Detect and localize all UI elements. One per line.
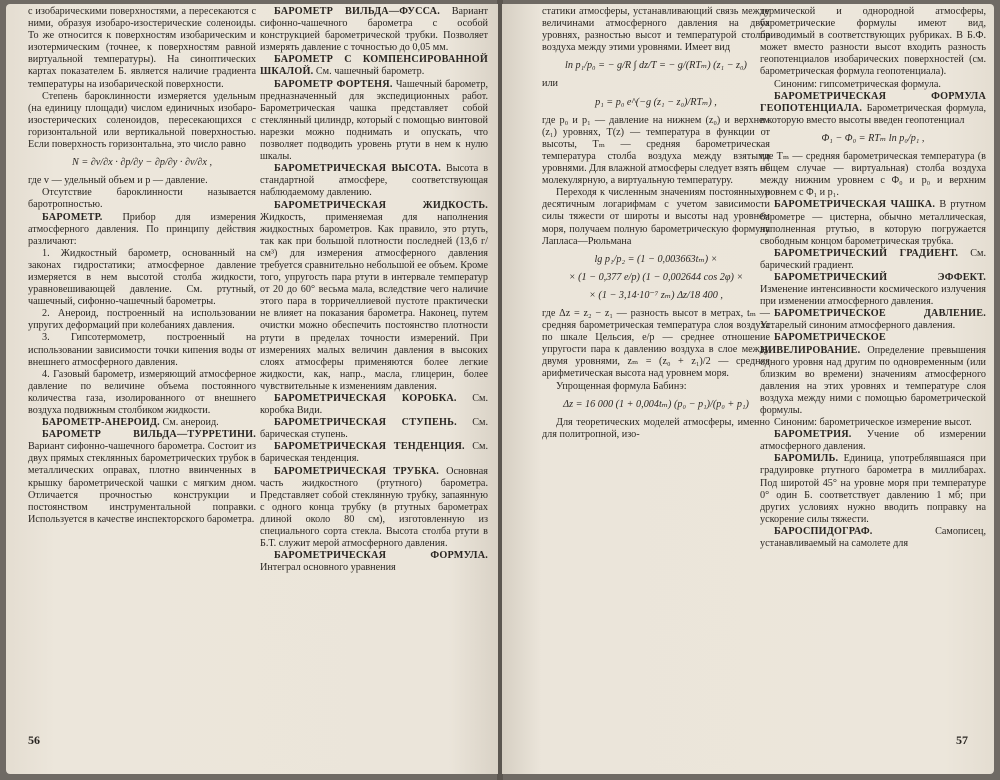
page-number-right: 57 [956, 733, 968, 747]
page-number-left: 56 [28, 733, 40, 747]
dictionary-entry [260, 441, 488, 465]
entry-text: 2. Анероид, построенный на использовании упругих деформаций при колебаниях давления. [28, 308, 256, 332]
dictionary-entry [260, 163, 488, 199]
dictionary-entry [260, 393, 488, 417]
entry-text: Вариант сифонно-чашечного барометра с особой конструкцией барометрической трубки. Позволяет измерять давление с точностью до 0,05 мм. [260, 6, 488, 54]
formula: lg p₁/p₂ = (1 − 0,003663tₘ) × [594, 253, 718, 265]
right-page [502, 4, 994, 774]
left-column-1 [28, 6, 256, 526]
entry-text: Барометрическая формула, в которую вместо высоты введен геопотенциал [760, 102, 986, 126]
entry-headword: БАРОМЕТРИЧЕСКАЯ ФОРМУЛА. [274, 550, 488, 562]
dictionary-entry [760, 332, 986, 417]
entry-text: Единица, употреблявшаяся при градуировке ртутного барометра в миллибарах. Под широтой 45° на уровне моря при температуре 0° один Б. соответствует давлению 1 мб; при других условиях нужно вводить поправку на ускорение силы тяжести. [760, 453, 986, 525]
entry-text: статики атмосферы, устанавливающий связь между величинами атмосферного давления на двух уровнях, разностью высот и температурой столба воздуха между этими уровнями. Имеет вид [542, 6, 770, 54]
dictionary-entry [760, 429, 986, 453]
dictionary-entry [260, 79, 488, 164]
entry-text: с изобарическими поверхностями, а пересекаются с ними, образуя изобаро-изостерические соленоиды. То же относится к поверхностям изобарическим и изотермическим (точнее, к поверхностям равной виртуальной температуры). На синоптических картах показателем Б. является наличие градиента температуры на изобарической поверхности. [28, 6, 256, 90]
entry-headword: БАРОМЕТР ВИЛЬДА—ФУССА. [274, 6, 440, 17]
entry-text: См. барическая тенденция. [260, 441, 488, 465]
entry-text: термической и однородной атмосферы, барометрические формулы имеют вид, приводимый в соответствующих рубриках. В Б.Ф. может вместо разности высот входить разность геопотенциалов изобарических поверхностей (см. барометрическая формула геопотенциала). [760, 6, 986, 78]
text-paragraph [760, 417, 986, 429]
entry-headword: БАРОМЕТРИЧЕСКАЯ ТЕНДЕНЦИЯ. [274, 441, 465, 453]
entry-headword: БАРОМЕТР-АНЕРОИД. [42, 417, 160, 429]
text-paragraph [28, 308, 256, 332]
text-paragraph [760, 6, 986, 79]
formula: Δz = 16 000 (1 + 0,004tₘ) (p₀ − p₁)/(p₀ + p₁) [563, 398, 749, 410]
entry-text: или [542, 78, 558, 90]
entry-headword: БАРОМЕТР. [42, 211, 103, 223]
dictionary-entry [760, 526, 986, 550]
entry-text: Самописец, устанавливаемый на самолете для [760, 525, 986, 550]
entry-text: Степень бароклинности измеряется удельным (на единицу площади) числом единичных изобаро-изостерических соленоидов, пересекающихся с горизонтальной или вертикальной поверхностью. Если поверхность горизонтальна, это число равно [28, 90, 256, 151]
entry-headword: БАРОСПИДОГРАФ. [774, 525, 873, 537]
entry-text: где Tₘ — средняя барометрическая температура (в общем случае — виртуальная) столба воздуха между нижним уровнем с Φ₀ и p₀ и верхним уровнем с Φ₁ и p₁. [760, 151, 986, 199]
dictionary-entry [260, 6, 488, 54]
entry-text: Высота в стандартной атмосфере, соответствующая наблюдаемому давлению. [260, 163, 489, 199]
entry-text: См. барическая ступень. [260, 417, 488, 441]
entry-text: См. коробка Види. [260, 393, 488, 417]
entry-text: где Δz = z₂ − z₁ — разность высот в метрах, tₘ — средняя барометрическая температура слоя воздуха по шкале Цельсия, e/p — среднее отношение упругости пара к давлению воздуха в слое между двумя уровнями, zₘ = (z₀ + z₁)/2 — средняя арифметическая высота над уровнем моря. [542, 307, 770, 380]
entry-text: См. барический градиент. [760, 247, 986, 271]
entry-headword: БАРОМЕТРИЧЕСКАЯ ЧАШКА. [774, 199, 936, 211]
entry-text: См. чашечный барометр. [315, 66, 425, 78]
entry-headword: БАРОМЕТР С КОМПЕНСИРОВАННОЙ ШКАЛОЙ. [260, 54, 488, 78]
entry-headword: БАРОМЕТРИЧЕСКАЯ ВЫСОТА. [274, 163, 441, 175]
entry-headword: БАРОМЕТРИЧЕСКАЯ КОРОБКА. [274, 393, 457, 404]
text-paragraph [542, 78, 770, 90]
text-paragraph [542, 381, 770, 393]
formula: p₁ = p₀ e^(−g (z₁ − z₀)/RTₘ) , [595, 96, 717, 108]
dictionary-entry [260, 417, 488, 441]
entry-text: Определение превышения одного уровня над другим по одновременным (или близким во времени) значениям атмосферного давления на этих уровнях и температуре слоя воздуха между ними с помощью барометрической формулы. [760, 344, 986, 416]
entry-text: Учение об измерении атмосферного давления. [760, 429, 986, 453]
entry-text: Отсутствие бароклинности называется баротропностью. [28, 187, 256, 211]
entry-text: 1. Жидкостный барометр, основанный на законах гидростатики; атмосферное давление измеряется в нем высотой столба жидкости, уравновешивающей давление. См. ртутный, чашечный, сифонно-чашечный барометры. [28, 247, 256, 308]
dictionary-entry [760, 91, 986, 127]
text-paragraph [542, 115, 770, 188]
text-paragraph [28, 6, 256, 91]
right-column-1 [542, 6, 770, 441]
dictionary-entry [260, 200, 488, 394]
dictionary-entry [260, 54, 488, 78]
entry-headword: БАРОМЕТРИЧЕСКАЯ ЖИДКОСТЬ. [274, 199, 488, 211]
dictionary-entry [260, 466, 488, 551]
dictionary-entry [28, 212, 256, 248]
entry-headword: БАРОМЕТРИЧЕСКИЙ ЭФФЕКТ. [774, 271, 986, 283]
entry-text: Синоним: гипсометрическая формула. [774, 78, 941, 90]
dictionary-entry [28, 417, 256, 429]
text-paragraph [542, 187, 770, 247]
dictionary-entry [28, 429, 256, 526]
formula: ln p₁/p₀ = − g/R ∫ dz/T = − g/(RTₘ) (z₁ − z₀) [565, 60, 747, 72]
dictionary-entry [760, 199, 986, 247]
entry-text: Основная часть жидкостного (ртутного) барометра. Представляет собой стеклянную трубку, запаянную с одного конца трубку (в ртутных барометрах длиной около 80 см), изготовленную из специального сорта стекла. Высота столба ртути в Б.Т. служит мерой атмосферного давления. [260, 465, 488, 550]
entry-headword: БАРОМЕТРИЧЕСКОЕ ДАВЛЕНИЕ. [774, 308, 986, 320]
text-paragraph [760, 79, 986, 91]
formula: × (1 − 3,14·10⁻⁷ zₘ) Δz/18 400 , [589, 289, 723, 301]
text-paragraph [28, 187, 256, 211]
entry-headword: БАРОМЕТРИЧЕСКАЯ СТУПЕНЬ. [274, 417, 457, 429]
text-paragraph [28, 175, 256, 187]
entry-text: 3. Гипсотермометр, построенный на использовании зависимости точки кипения воды от внешнего атмосферного давления. [28, 332, 256, 368]
entry-text: Для теоретических моделей атмосферы, именно для политропной, изо- [542, 416, 770, 440]
entry-text: Чашечный барометр, предназначенный для экспедиционных работ. Барометрическая чашка представляет собой стеклянный цилиндр, который с помощью винтовой нарезки можно поднимать и опускать, что позволяет подводить уровень ртути в нем к нулю шкалы. [260, 78, 489, 163]
dictionary-entry [760, 248, 986, 272]
text-paragraph [28, 91, 256, 151]
right-column-2 [760, 6, 986, 550]
left-page [6, 4, 498, 774]
entry-headword: БАРОМЕТРИЧЕСКАЯ ТРУБКА. [274, 465, 440, 477]
text-paragraph [28, 332, 256, 368]
entry-text: В ртутном барометре — цистерна, обычно металлическая, наполненная ртутью, в которую погружается свободным концом барометрическая трубка. [760, 199, 987, 247]
text-paragraph [28, 369, 256, 417]
formula: Φ₁ − Φ₀ = RTₘ ln p₀/p₁ , [821, 132, 925, 144]
entry-text: Жидкость, применяемая для наполнения жидкостных барометров. Как правило, это ртуть, так как при большой плотности последней (13,6 г/см³) для измерения атмосферного давления требуется сравнительно небольшой ее объем. Кроме того, упругость пара ртути в интервале температур от 20 до 60° весьма мала, вследствие чего наличие этого пара в торричеллиевой пустоте практически не влияет на показания барометра. Наконец, путем очистки можно обеспечить постоянство плотности ртути в пределах точности измерений. При измерениях малых величин давления в высоких слоях атмосферы применяются более легкие жидкости, как, напр., масла, глицерин, более чувствительные к изменениям давления. [260, 211, 488, 392]
text-paragraph [28, 248, 256, 308]
formula: × (1 − 0,377 e/p) (1 − 0,002644 cos 2φ) × [568, 271, 744, 283]
dictionary-entry [760, 272, 986, 308]
entry-headword: БАРОМИЛЬ. [774, 453, 839, 465]
entry-text: Синоним: барометрическое измерение высот. [774, 417, 972, 429]
formula: N = ∂v/∂x · ∂p/∂y − ∂p/∂y · ∂v/∂x , [71, 157, 213, 169]
dictionary-entry [760, 308, 986, 332]
entry-headword: БАРОМЕТРИЧЕСКИЙ ГРАДИЕНТ. [774, 247, 959, 259]
entry-headword: БАРОМЕТР ВИЛЬДА—ТУРРЕТИНИ. [42, 429, 256, 441]
entry-headword: БАРОМЕТРИЯ. [774, 429, 852, 441]
entry-text: Переходя к численным значениям постоянных и десятичным логарифмам с учетом зависимости силы тяжести от широты и высоты над уровнем моря, получаем полную барометрическую формулу Лапласа—Рюльмана [542, 187, 770, 247]
entry-text: Интеграл основного уравнения [260, 562, 396, 574]
text-paragraph [760, 151, 986, 199]
dictionary-entry [260, 550, 488, 574]
entry-text: Упрощенная формула Бабинэ: [556, 380, 687, 392]
entry-headword: БАРОМЕТРИЧЕСКАЯ ФОРМУЛА ГЕОПОТЕНЦИАЛА. [760, 90, 986, 114]
entry-text: 4. Газовый барометр, измеряющий атмосферное давление по величине объема постоянного количества газа, изолированного от внешнего воздуха подвижным столбиком жидкости. [28, 368, 256, 416]
entry-headword: БАРОМЕТР ФОРТЕНЯ. [274, 78, 393, 90]
text-paragraph [542, 417, 770, 441]
entry-text: Прибор для измерения атмосферного давления. По принципу действия различают: [28, 211, 256, 247]
text-paragraph [542, 6, 770, 54]
entry-text: См. анероид. [162, 417, 219, 429]
entry-text: Изменение интенсивности космического излучения при изменении атмосферного давления. [760, 284, 986, 308]
entry-text: где v — удельный объем и p — давление. [28, 175, 208, 187]
entry-text: Вариант сифонно-чашечного барометра. Состоит из двух прямых стеклянных барометрических трубок в металлических оправах, плотно ввинченных в крышку барометрической чашки с мягким дном. Отличается прочностью конструкции и постоянством инструментальной поправки. Используется в качестве инспекторского барометра. [28, 441, 256, 525]
text-paragraph [542, 308, 770, 381]
dictionary-entry [760, 453, 986, 526]
entry-headword: БАРОМЕТРИЧЕСКОЕ НИВЕЛИРОВАНИЕ. [760, 332, 886, 356]
entry-text: где p₀ и p₁ — давление на нижнем (z₀) и верхнем (z₁) уровнях, T(z) — температура в функции от высоты, Tₘ — средняя барометрическая температура столба воздуха между взятыми уровнями. Для влажной атмосферы следует взять не молекулярную, а виртуальную температуру. [542, 114, 770, 187]
entry-text: Устарелый синоним атмосферного давления. [760, 320, 956, 332]
left-column-2 [260, 6, 488, 574]
